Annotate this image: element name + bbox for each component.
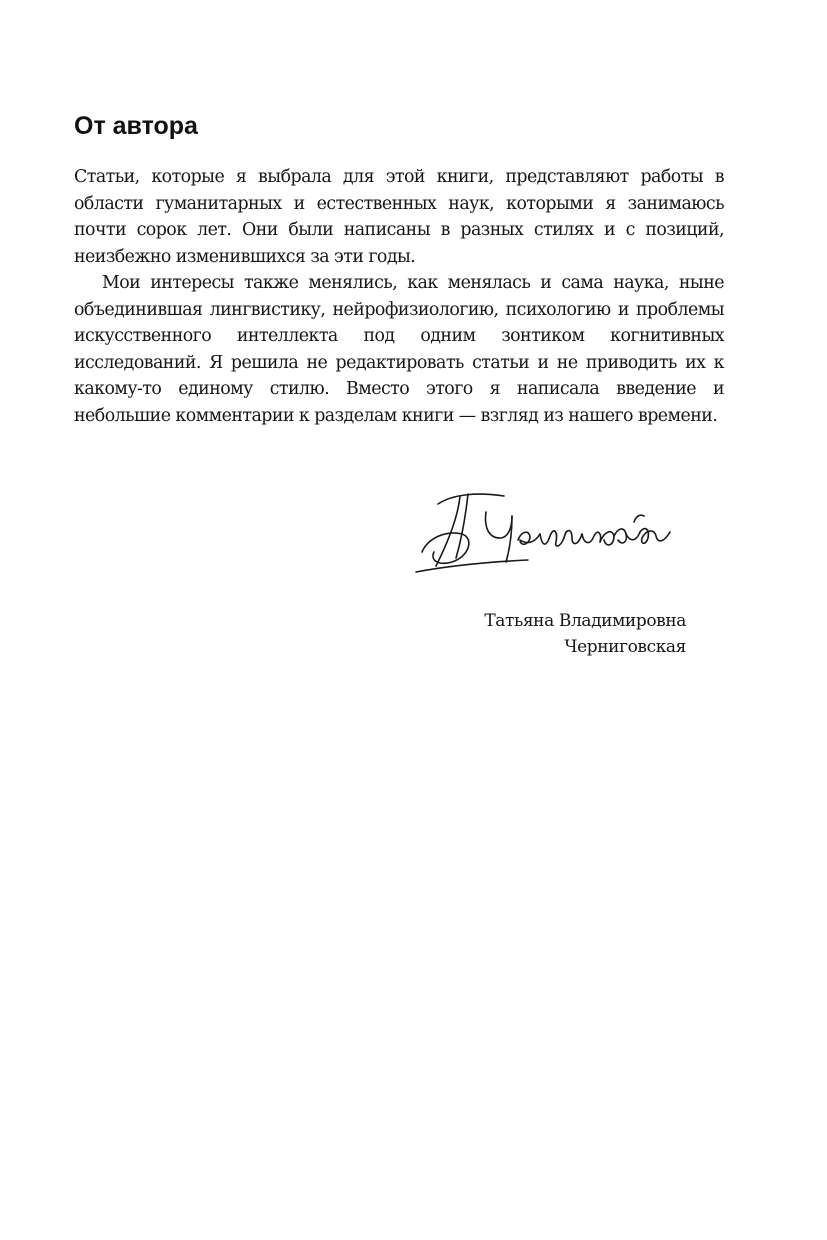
paragraph-2: Мои интересы также менялись, как менялась и сама наука, ныне объединившая лингвистику, нейрофизиологию, психологию и проблемы искусственного интеллекта под одним зонтиком когнитивных исследований. Я решила не редактировать статьи и не приводить их к какому-то единому стилю. Вместо этого я написала введение и небольшие комментарии к разделам книги — взгляд из нашего времени. bbox=[74, 273, 724, 426]
author-first-line: Татьяна Владимировна bbox=[484, 611, 686, 631]
author-second-line: Черниговская bbox=[564, 637, 686, 657]
section-title: От автора bbox=[74, 112, 198, 140]
author-name bbox=[400, 608, 686, 660]
preface-text bbox=[74, 164, 724, 429]
author-signature bbox=[408, 482, 678, 600]
paragraph-1: Статьи, которые я выбрала для этой книги, представляют работы в области гуманитарных и естественных наук, которыми я занимаюсь почти сорок лет. Они были написаны в разных стилях и с позиций, неизбежно изменившихся за эти годы. bbox=[74, 167, 724, 267]
